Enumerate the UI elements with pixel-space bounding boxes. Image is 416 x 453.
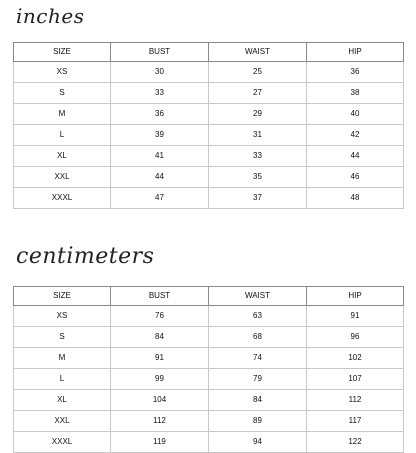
size-cell: M bbox=[14, 348, 111, 369]
bust-cell: 36 bbox=[111, 104, 209, 125]
hip-cell: 42 bbox=[307, 125, 404, 146]
inches-size-table bbox=[13, 42, 404, 209]
size-cell: XXXL bbox=[14, 432, 111, 453]
table-row bbox=[14, 83, 404, 104]
size-cell: XXL bbox=[14, 411, 111, 432]
hip-cell: 46 bbox=[307, 167, 404, 188]
size-cell: L bbox=[14, 369, 111, 390]
table-header-row bbox=[14, 287, 404, 306]
size-cell: XXL bbox=[14, 167, 111, 188]
table-row bbox=[14, 369, 404, 390]
column-header-waist: WAIST bbox=[209, 43, 307, 62]
table-row bbox=[14, 411, 404, 432]
size-cell: XS bbox=[14, 306, 111, 327]
column-header-bust: BUST bbox=[111, 287, 209, 306]
hip-cell: 40 bbox=[307, 104, 404, 125]
bust-cell: 91 bbox=[111, 348, 209, 369]
waist-cell: 31 bbox=[209, 125, 307, 146]
bust-cell: 33 bbox=[111, 83, 209, 104]
hip-cell: 48 bbox=[307, 188, 404, 209]
waist-cell: 33 bbox=[209, 146, 307, 167]
centimeters-size-table bbox=[13, 286, 404, 453]
bust-cell: 30 bbox=[111, 62, 209, 83]
size-cell: XL bbox=[14, 390, 111, 411]
hip-cell: 91 bbox=[307, 306, 404, 327]
column-header-waist: WAIST bbox=[209, 287, 307, 306]
size-cell: M bbox=[14, 104, 111, 125]
bust-cell: 84 bbox=[111, 327, 209, 348]
waist-cell: 27 bbox=[209, 83, 307, 104]
table-header-row bbox=[14, 43, 404, 62]
size-cell: XL bbox=[14, 146, 111, 167]
bust-cell: 41 bbox=[111, 146, 209, 167]
waist-cell: 89 bbox=[209, 411, 307, 432]
table-row bbox=[14, 390, 404, 411]
bust-cell: 112 bbox=[111, 411, 209, 432]
waist-cell: 25 bbox=[209, 62, 307, 83]
table-row bbox=[14, 62, 404, 83]
waist-cell: 63 bbox=[209, 306, 307, 327]
hip-cell: 117 bbox=[307, 411, 404, 432]
waist-cell: 79 bbox=[209, 369, 307, 390]
waist-cell: 29 bbox=[209, 104, 307, 125]
size-cell: S bbox=[14, 83, 111, 104]
centimeters-title: centimeters bbox=[16, 244, 155, 269]
column-header-hip: HIP bbox=[307, 287, 404, 306]
table-row bbox=[14, 188, 404, 209]
table-row bbox=[14, 306, 404, 327]
table-row bbox=[14, 125, 404, 146]
column-header-size: SIZE bbox=[14, 287, 111, 306]
waist-cell: 37 bbox=[209, 188, 307, 209]
bust-cell: 44 bbox=[111, 167, 209, 188]
hip-cell: 102 bbox=[307, 348, 404, 369]
hip-cell: 96 bbox=[307, 327, 404, 348]
hip-cell: 36 bbox=[307, 62, 404, 83]
waist-cell: 35 bbox=[209, 167, 307, 188]
hip-cell: 44 bbox=[307, 146, 404, 167]
hip-cell: 38 bbox=[307, 83, 404, 104]
table-row bbox=[14, 348, 404, 369]
bust-cell: 99 bbox=[111, 369, 209, 390]
size-cell: XXXL bbox=[14, 188, 111, 209]
hip-cell: 112 bbox=[307, 390, 404, 411]
table-row bbox=[14, 104, 404, 125]
size-cell: S bbox=[14, 327, 111, 348]
hip-cell: 107 bbox=[307, 369, 404, 390]
table-row bbox=[14, 167, 404, 188]
waist-cell: 84 bbox=[209, 390, 307, 411]
table-row bbox=[14, 432, 404, 453]
inches-title: inches bbox=[16, 4, 85, 28]
bust-cell: 39 bbox=[111, 125, 209, 146]
table-row bbox=[14, 146, 404, 167]
size-cell: XS bbox=[14, 62, 111, 83]
bust-cell: 104 bbox=[111, 390, 209, 411]
waist-cell: 68 bbox=[209, 327, 307, 348]
size-cell: L bbox=[14, 125, 111, 146]
bust-cell: 119 bbox=[111, 432, 209, 453]
column-header-bust: BUST bbox=[111, 43, 209, 62]
table-row bbox=[14, 327, 404, 348]
hip-cell: 122 bbox=[307, 432, 404, 453]
bust-cell: 47 bbox=[111, 188, 209, 209]
column-header-hip: HIP bbox=[307, 43, 404, 62]
waist-cell: 74 bbox=[209, 348, 307, 369]
bust-cell: 76 bbox=[111, 306, 209, 327]
waist-cell: 94 bbox=[209, 432, 307, 453]
column-header-size: SIZE bbox=[14, 43, 111, 62]
